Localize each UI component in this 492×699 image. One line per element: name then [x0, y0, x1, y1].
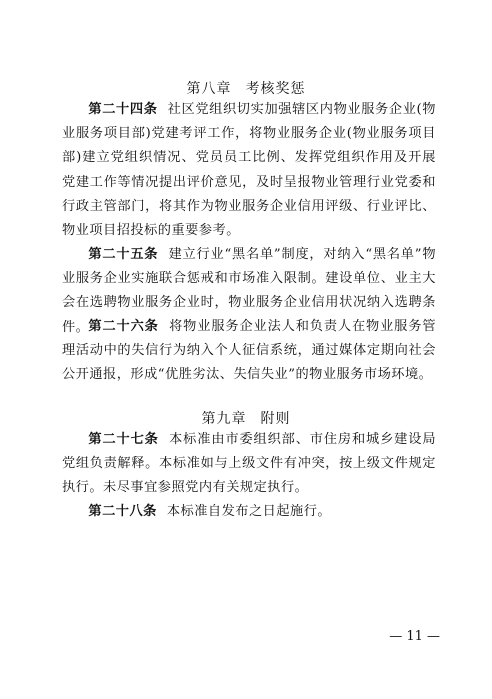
chapter-nine-number: 第九章	[201, 411, 247, 427]
article-26	[62, 315, 436, 388]
article-26-label: 第二十六条	[88, 319, 159, 334]
chapter-nine-heading	[0, 410, 492, 428]
page-number: — 11 —	[389, 629, 440, 644]
article-27-label: 第二十七条	[88, 432, 159, 447]
article-28	[62, 500, 436, 524]
chapter-eight-title: 考核奖惩	[245, 81, 306, 97]
article-25-text: 建立行业“黑名单”制度，对纳入“黑名单”物业服务企业实施联合惩戒和市场准入限制。建设单位、业主大会在选聘物业服务企业时，物业服务企业信用状况纳入选聘条件。	[62, 247, 437, 335]
chapter-eight-number: 第八章	[186, 81, 232, 97]
article-28-text: 本标准自发布之日起施行。	[166, 504, 332, 519]
article-28-label: 第二十八条	[88, 504, 157, 519]
chapter-eight-heading	[0, 80, 492, 98]
article-26-text: 将物业服务企业法人和负责人在物业服务管理活动中的失信行为纳入个人征信系统，通过媒体定期向社会公开通报，形成“优胜劣汰、失信失业”的物业服务市场环境。	[62, 319, 437, 383]
article-24	[62, 98, 436, 243]
chapter-nine-title: 附则	[260, 411, 291, 427]
article-24-text: 社区党组织切实加强辖区内物业服务企业(物业服务项目部)党建考评工作，将物业服务企业(物业服务项目部)建立党组织情况、党员员工比例、发挥党组织作用及开展党建工作等情况提出评价意见，及时呈报物业管理行业党委和行政主管部门，将其作为物业服务企业信用评级、行业评比、物业项目招投标的重要参考。	[62, 102, 436, 239]
article-27	[62, 428, 436, 501]
article-27-text: 本标准由市委组织部、市住房和城乡建设局党组负责解释。本标准如与上级文件有冲突，按上级文件规定执行。未尽事宜参照党内有关规定执行。	[62, 432, 437, 496]
article-24-label: 第二十四条	[88, 102, 158, 117]
article-25-label: 第二十五条	[88, 247, 159, 262]
